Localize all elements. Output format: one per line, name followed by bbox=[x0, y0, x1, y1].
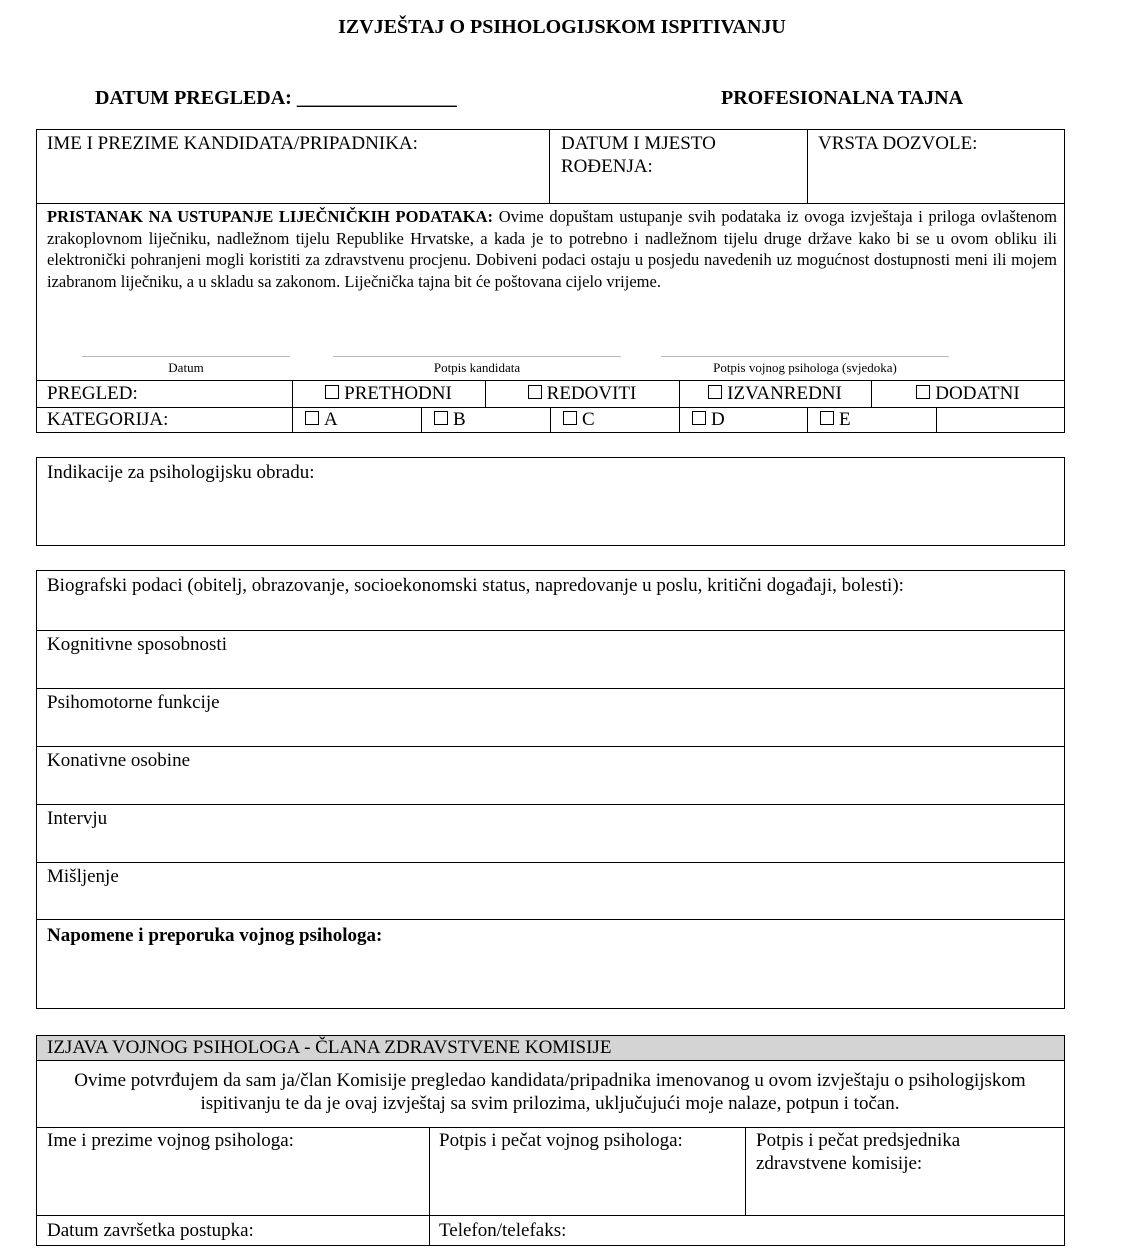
cognitive-label: Kognitivne sposobnosti bbox=[47, 634, 227, 655]
checkbox-c[interactable]: C bbox=[563, 408, 595, 431]
interview-field[interactable] bbox=[36, 804, 1065, 863]
consent-paragraph bbox=[47, 206, 1057, 292]
psychomotor-label: Psihomotorne funkcije bbox=[47, 692, 220, 713]
opinion-field[interactable] bbox=[36, 862, 1065, 920]
checkbox-prethodni[interactable]: PRETHODNI bbox=[292, 382, 485, 405]
checkbox-b[interactable]: B bbox=[434, 408, 466, 431]
conative-field[interactable] bbox=[36, 746, 1065, 805]
license-type-field[interactable]: VRSTA DOZVOLE: bbox=[818, 133, 978, 154]
candidate-name-field[interactable]: IME I PREZIME KANDIDATA/PRIPADNIKA: bbox=[47, 133, 418, 154]
remarks-label: Napomene i preporuka vojnog psihologa: bbox=[47, 925, 383, 946]
checkbox-dodatni[interactable]: DODATNI bbox=[871, 382, 1065, 405]
checkbox-a[interactable]: A bbox=[305, 408, 338, 431]
cognitive-abilities-field[interactable] bbox=[36, 630, 1065, 689]
indications-label: Indikacije za psihologijsku obradu: bbox=[47, 462, 315, 483]
phone-fax-field[interactable]: Telefon/telefaks: bbox=[439, 1220, 567, 1241]
statement-header: IZJAVA VOJNOG PSIHOLOGA - ČLANA ZDRAVSTVENE KOMISIJE bbox=[37, 1036, 1064, 1061]
interview-label: Intervju bbox=[47, 808, 108, 829]
pregled-label: PREGLED: bbox=[47, 383, 138, 404]
checkbox-redoviti[interactable]: REDOVITI bbox=[485, 382, 679, 405]
datum-pregleda-field[interactable]: DATUM PREGLEDA: ________________ bbox=[95, 87, 457, 109]
birth-date-place-field[interactable]: DATUM I MJESTO ROĐENJA: bbox=[561, 133, 716, 177]
signature-candidate[interactable]: Potpis kandidata bbox=[333, 356, 621, 376]
biography-label: Biografski podaci (obitelj, obrazovanje, socioekonomski status, napredovanje u poslu, kritični događaji, bolesti): bbox=[47, 575, 904, 596]
professional-secret-label: PROFESIONALNA TAJNA bbox=[721, 87, 964, 109]
psychologist-name-field[interactable]: Ime i prezime vojnog psihologa: bbox=[47, 1130, 294, 1151]
psychomotor-field[interactable] bbox=[36, 688, 1065, 747]
signature-date[interactable]: Datum bbox=[82, 356, 290, 376]
page-title: IZVJEŠTAJ O PSIHOLOGIJSKOM ISPITIVANJU bbox=[338, 16, 786, 38]
completion-date-field[interactable]: Datum završetka postupka: bbox=[47, 1220, 254, 1241]
consent-text: Ovime dopuštam ustupanje svih podataka iz ovoga izvještaja i priloga ovlaštenom zrakoplovnom liječniku, nadležnom tijelu Republike Hrvatske, a kada je to potrebno i nadležnom tijelu druge države kako bi se u ovom obliku ili elektronički pohranjeni mogli koristiti za zdravstvenu procjenu. Dobiveni podaci ostaju u posjedu navedenih uz mogućnost dostupnosti meni ili mojem izabranom liječniku, a u skladu sa zakonom. Liječnička tajna bit će poštovana cijelo vrijeme. bbox=[47, 207, 1058, 291]
biography-field[interactable] bbox=[36, 570, 1065, 631]
psychologist-signature-field[interactable]: Potpis i pečat vojnog psihologa: bbox=[439, 1130, 683, 1151]
kategorija-label: KATEGORIJA: bbox=[47, 409, 169, 430]
conative-label: Konativne osobine bbox=[47, 750, 191, 771]
statement-text: Ovime potvrđujem da sam ja/član Komisije pregledao kandidata/pripadnika imenovanog u ovom izvještaju o psihologijskom ispitivanju te da je ovaj izvještaj sa svim prilozima, uključujući moje nalaze, potpun i točan. bbox=[74, 1070, 1026, 1114]
remarks-field[interactable] bbox=[36, 919, 1065, 1009]
checkbox-e[interactable]: E bbox=[820, 408, 851, 431]
commission-president-signature-field[interactable]: Potpis i pečat predsjednika zdravstvene komisije: bbox=[756, 1130, 961, 1174]
opinion-label: Mišljenje bbox=[47, 866, 119, 887]
checkbox-d[interactable]: D bbox=[692, 408, 725, 431]
consent-heading: PRISTANAK NA USTUPANJE LIJEČNIČKIH PODATAKA: bbox=[47, 207, 494, 226]
indications-field[interactable] bbox=[36, 457, 1065, 546]
signature-psychologist-witness[interactable]: Potpis vojnog psihologa (svjedoka) bbox=[661, 356, 949, 376]
checkbox-izvanredni[interactable]: IZVANREDNI bbox=[679, 382, 871, 405]
